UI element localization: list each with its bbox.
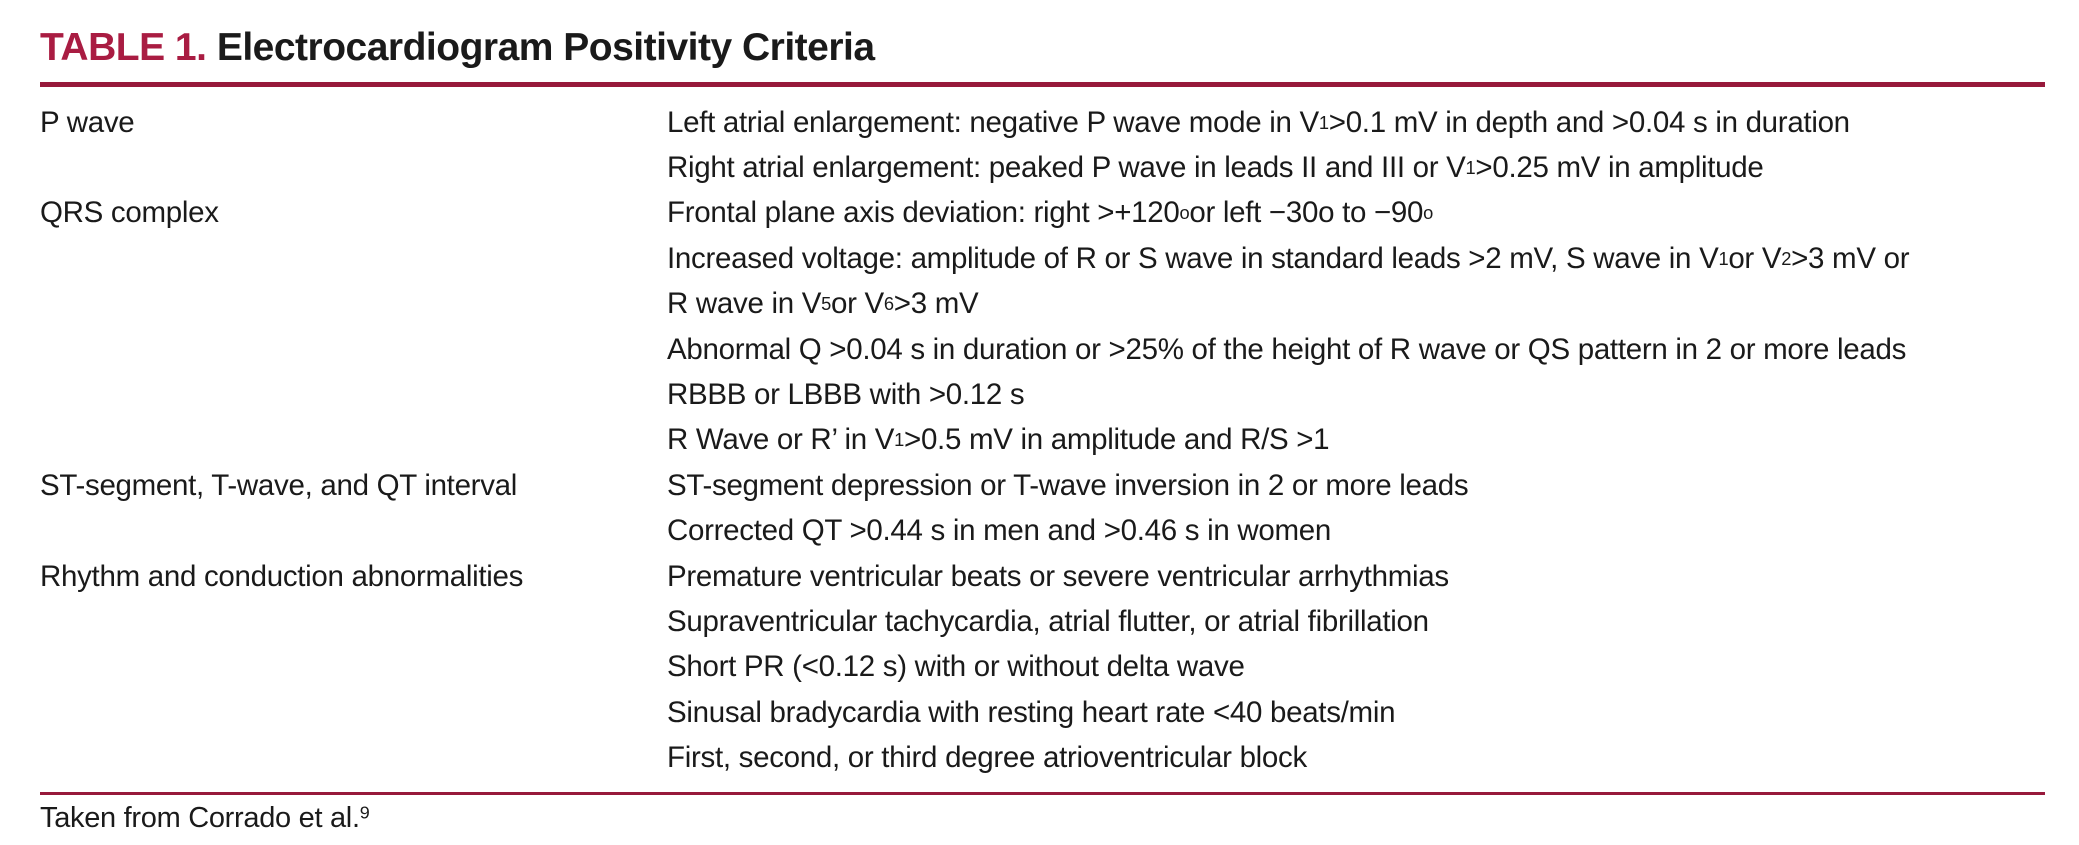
table-title-text: Electrocardiogram Positivity Criteria (216, 26, 875, 69)
table-row-group-rhythm-conduction (40, 554, 2045, 781)
parameter-cell: QRS complex (40, 196, 219, 230)
criteria-cell (667, 100, 2045, 191)
criterion-line: R Wave or R’ in V 1 >0.5 mV in amplitude and R/S >1 (667, 423, 1330, 457)
criterion-line: Corrected QT >0.44 s in men and >0.46 s in women (667, 514, 1331, 548)
criterion-line: Premature ventricular beats or severe ventricular arrhythmias (667, 559, 1449, 593)
criterion-line: RBBB or LBBB with >0.12 s (667, 378, 1025, 412)
criterion-line: Right atrial enlargement: peaked P wave in leads II and III or V 1 >0.25 mV in amplitude (667, 151, 1764, 185)
table-row-group-st-segment (40, 463, 2045, 554)
criterion-line: Sinusal bradycardia with resting heart rate <40 beats/min (667, 695, 1396, 729)
criteria-cell (667, 554, 2045, 781)
criterion-line: First, second, or third degree atrioventricular block (667, 741, 1307, 775)
criteria-cell (667, 463, 2045, 554)
criterion-line: R wave in V 5 or V 6 >3 mV (667, 287, 979, 321)
table-title (40, 26, 875, 70)
criterion-line: ST-segment depression or T-wave inversion in 2 or more leads (667, 468, 1469, 502)
ecg-positivity-criteria-table (40, 100, 2045, 781)
table-number-label: TABLE 1. (40, 26, 207, 69)
criterion-line: Frontal plane axis deviation: right >+120 o or left −30o to −90 o (667, 196, 1433, 230)
parameter-cell: ST-segment, T-wave, and QT interval (40, 468, 518, 502)
criterion-line: Abnormal Q >0.04 s in duration or >25% of the height of R wave or QS pattern in 2 or more leads (667, 332, 1907, 366)
table-source-note: Taken from Corrado et al.$^9$ (40, 802, 370, 834)
criterion-line: Short PR (<0.12 s) with or without delta wave (667, 650, 1245, 684)
parameter-cell: Rhythm and conduction abnormalities (40, 559, 524, 593)
table-row-group-p-wave (40, 100, 2045, 191)
top-rule (40, 82, 2045, 87)
table-row-group-qrs-complex (40, 191, 2045, 463)
bottom-rule (40, 792, 2045, 795)
criteria-cell (667, 191, 2045, 463)
parameter-cell: P wave (40, 105, 135, 139)
criterion-line: Supraventricular tachycardia, atrial flutter, or atrial fibrillation (667, 604, 1429, 638)
criterion-line: Increased voltage: amplitude of R or S wave in standard leads >2 mV, S wave in V 1 or V 2 >3 mV or (667, 241, 1910, 275)
criterion-line: Left atrial enlargement: negative P wave mode in V 1 >0.1 mV in depth and >0.04 s in duration (667, 105, 1850, 139)
